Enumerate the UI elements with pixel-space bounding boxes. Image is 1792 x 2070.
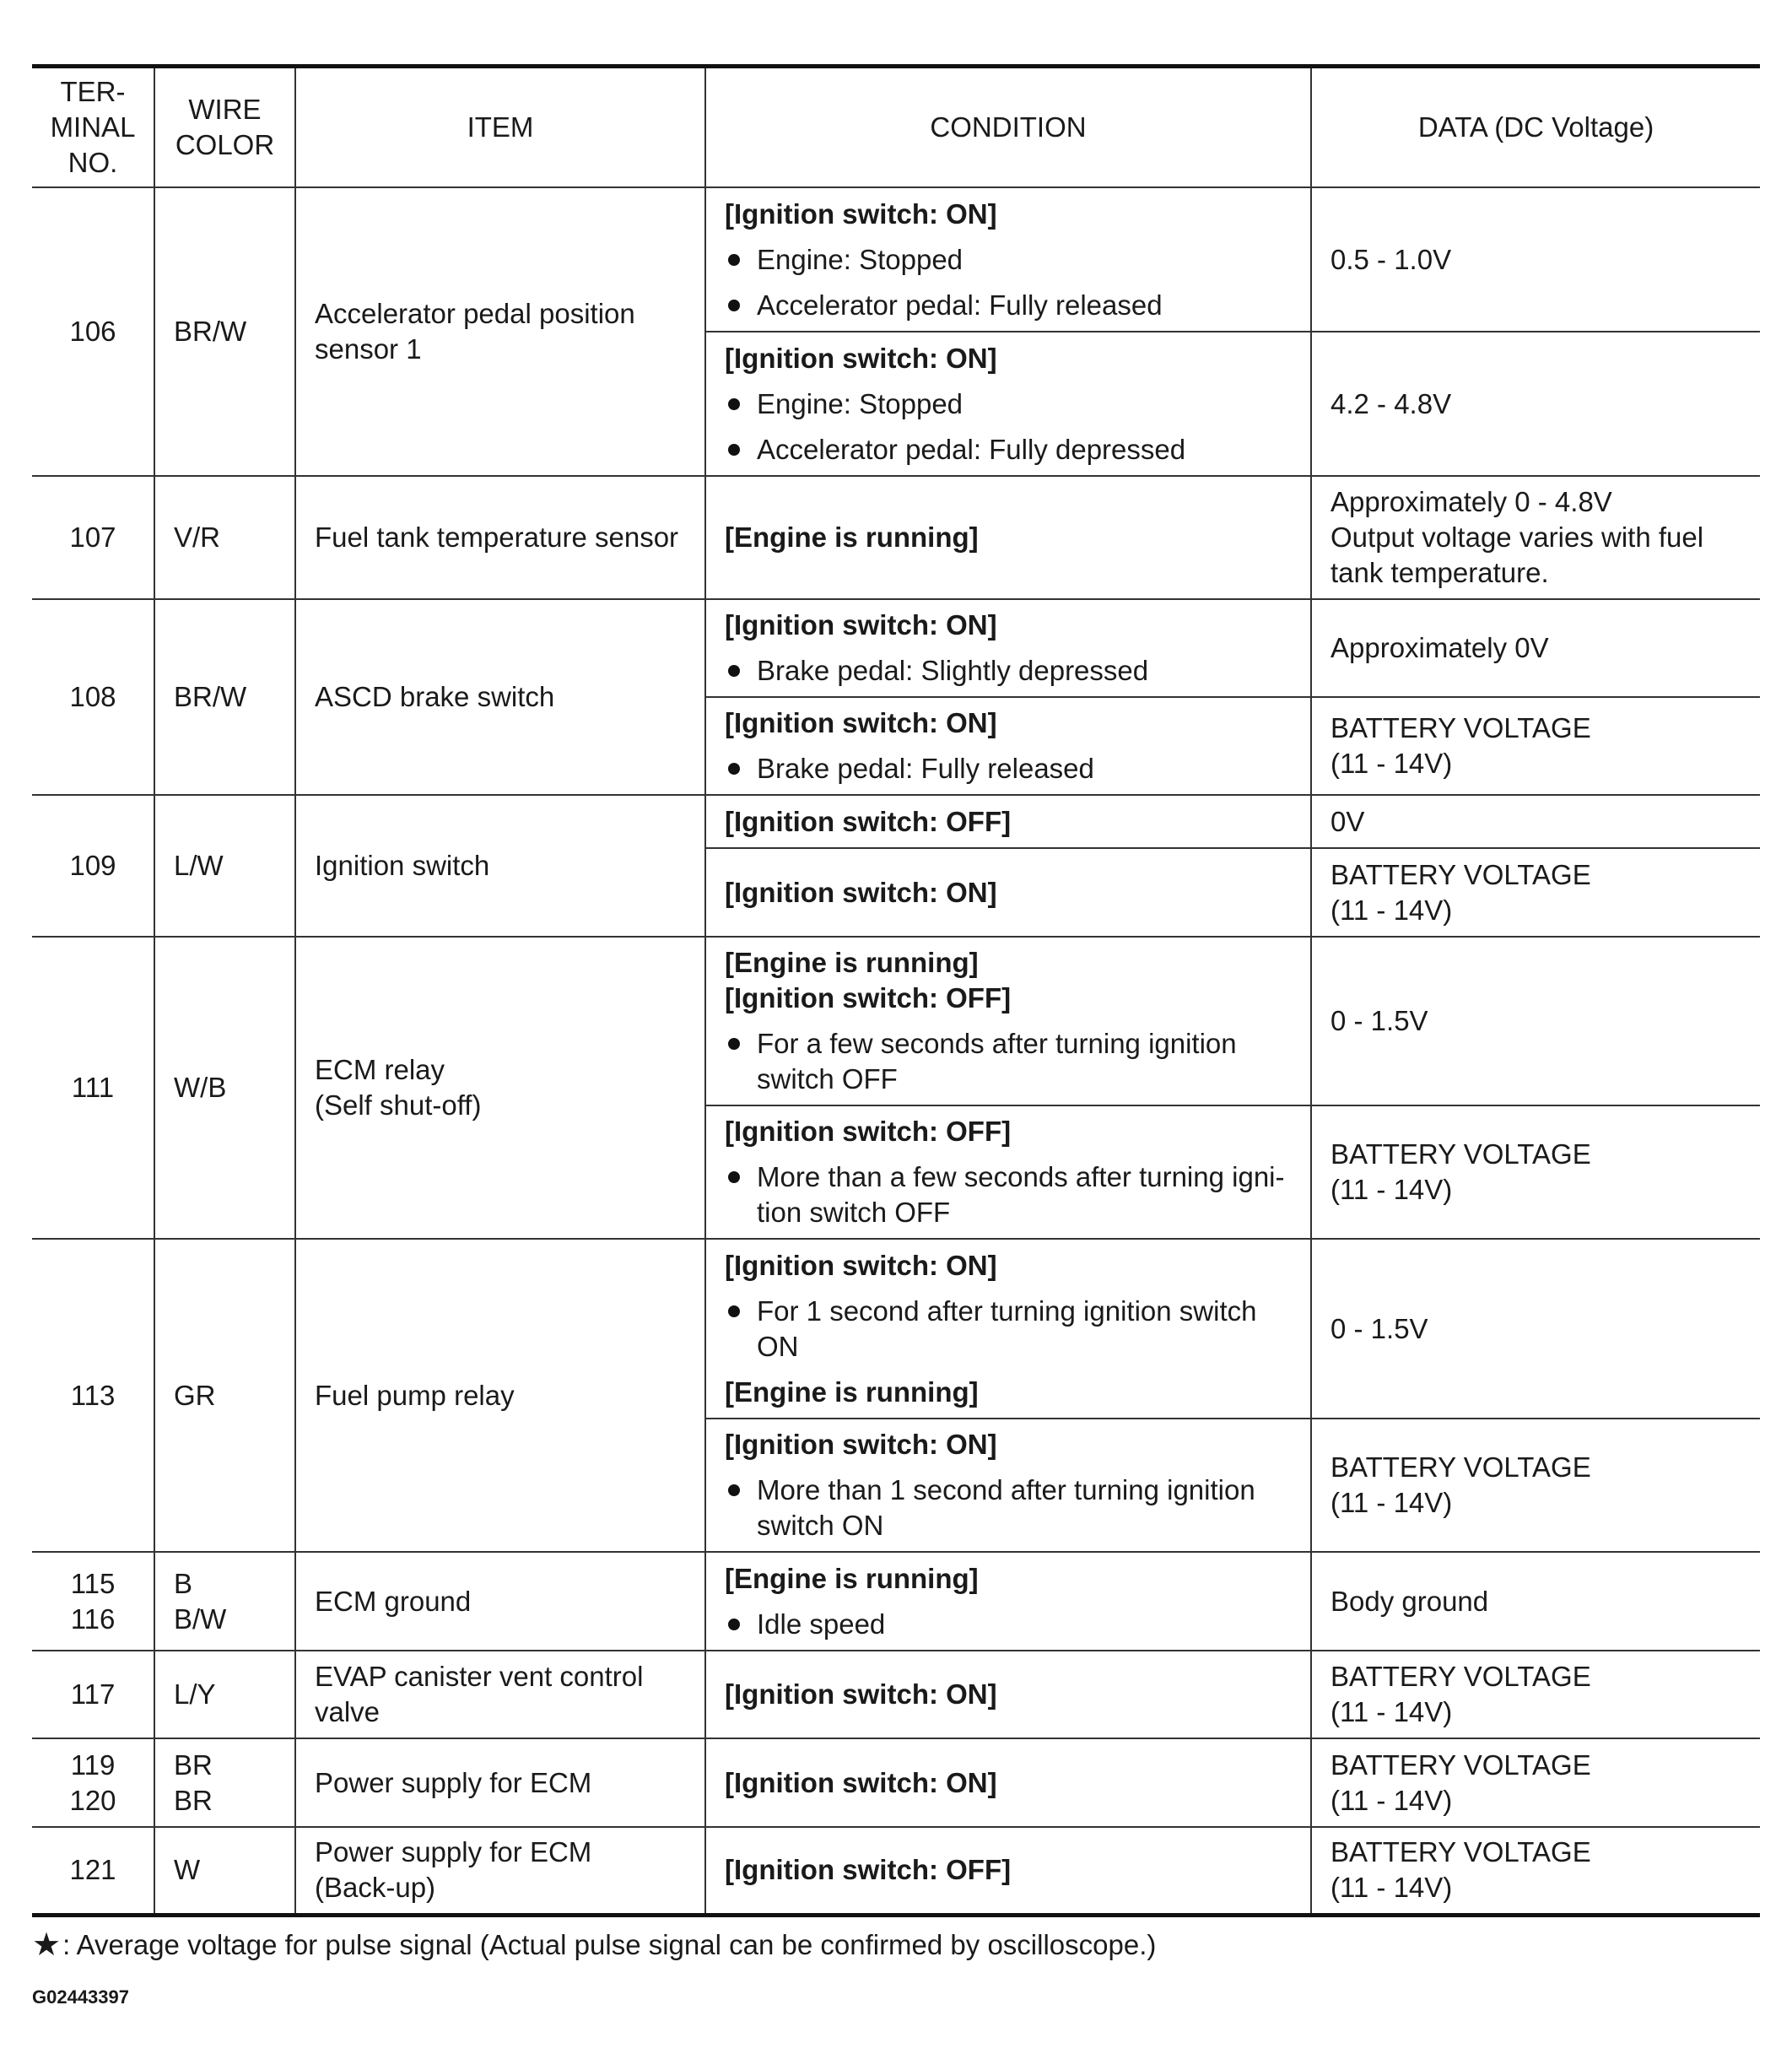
data-cell: 0 - 1.5V [1311,937,1760,1105]
item-cell: Accelerator pedal position sensor 1 [295,187,705,476]
table-row [32,1651,1760,1738]
item-cell: ASCD brake switch [295,599,705,795]
wire-color: BR BR [154,1738,295,1827]
terminal-number: 117 [32,1651,154,1738]
condition-cell [705,697,1311,795]
data-cell: 4.2 - 4.8V [1311,332,1760,476]
table-row [32,1827,1760,1915]
terminal-number: 106 [32,187,154,476]
condition-heading: [Ignition switch: ON] [725,876,997,908]
header-wire-color: WIRE COLOR [154,67,295,188]
condition-bullet [725,386,1292,422]
condition-heading: [Ignition switch: ON] [725,1429,997,1460]
bullet-text: Accelerator pedal: Fully released [757,289,1163,321]
bullet-icon [728,1038,740,1050]
bullet-icon [728,1619,740,1630]
condition-cell [705,1552,1311,1651]
wire-color: GR [154,1239,295,1552]
table-row [32,1239,1760,1419]
table-row [32,476,1760,599]
condition-cell [705,1239,1311,1419]
item-cell: Power supply for ECM (Back-up) [295,1827,705,1915]
bullet-text: More than 1 second after turning ignition switch ON [757,1474,1255,1541]
bullet-icon [728,1171,740,1183]
condition-cell [705,332,1311,476]
condition-heading: [Engine is running] [Ignition switch: OFF] [725,947,1012,1013]
bullet-text: For 1 second after turning ignition switch ON [757,1294,1257,1362]
table-row [32,187,1760,332]
terminal-number: 115 116 [32,1552,154,1651]
data-cell: 0.5 - 1.0V [1311,187,1760,332]
condition-cell [705,476,1311,599]
data-cell: BATTERY VOLTAGE (11 - 14V) [1311,1827,1760,1915]
condition-bullet [725,432,1292,468]
condition-heading: [Ignition switch: ON] [725,707,997,738]
bullet-icon [728,300,740,311]
data-cell: 0V [1311,795,1760,848]
data-cell: BATTERY VOLTAGE (11 - 14V) [1311,1105,1760,1239]
condition-heading: [Ignition switch: OFF] [725,1116,1012,1147]
condition-cell [705,1738,1311,1827]
figure-id: G02443397 [32,1986,129,2008]
wire-color: L/Y [154,1651,295,1738]
data-cell: BATTERY VOLTAGE (11 - 14V) [1311,1738,1760,1827]
condition-cell [705,1419,1311,1552]
condition-heading: [Ignition switch: ON] [725,609,997,640]
condition-bullet [725,1607,1292,1642]
bullet-icon [728,254,740,266]
terminal-number: 111 [32,937,154,1239]
data-cell: BATTERY VOLTAGE (11 - 14V) [1311,1651,1760,1738]
condition-cell [705,937,1311,1105]
footnote-text: : Average voltage for pulse signal (Actual pulse signal can be confirmed by oscilloscope.) [62,1928,1157,1960]
condition-cell [705,1827,1311,1915]
condition-heading: [Ignition switch: ON] [725,197,997,230]
terminal-number: 109 [32,795,154,937]
wire-color: B B/W [154,1552,295,1651]
header-terminal: TER- MINAL NO. [32,67,154,188]
data-cell: Body ground [1311,1552,1760,1651]
condition-heading: [Ignition switch: ON] [725,1249,997,1281]
terminal-number: 119 120 [32,1738,154,1827]
star-icon: ★ [32,1927,62,1963]
condition-cell [705,848,1311,937]
bullet-text: For a few seconds after turning ignition switch OFF [757,1028,1237,1094]
item-cell: ECM ground [295,1552,705,1651]
item-cell: Fuel pump relay [295,1239,705,1552]
condition-heading: [Engine is running] [725,522,979,553]
table-header-row [32,67,1760,188]
data-cell: Approximately 0V [1311,599,1760,697]
condition-heading: [Engine is running] [725,1562,979,1594]
wire-color: L/W [154,795,295,937]
bullet-text: Engine: Stopped [757,243,963,275]
bullet-icon [728,444,740,456]
condition-cell [705,1651,1311,1738]
bullet-icon [728,763,740,775]
condition-bullet [725,288,1292,323]
terminal-number: 107 [32,476,154,599]
condition-bullet [725,1159,1292,1230]
wire-color: W [154,1827,295,1915]
terminal-number: 113 [32,1239,154,1552]
item-cell: Ignition switch [295,795,705,937]
wire-color: W/B [154,937,295,1239]
bullet-icon [728,398,740,410]
terminal-number: 108 [32,599,154,795]
header-item: ITEM [295,67,705,188]
data-cell: BATTERY VOLTAGE (11 - 14V) [1311,1419,1760,1552]
item-cell: ECM relay (Self shut-off) [295,937,705,1239]
condition-bullet [725,1473,1292,1543]
bullet-text: Brake pedal: Fully released [757,753,1094,784]
condition-heading: [Ignition switch: OFF] [725,805,1012,837]
condition-heading: [Ignition switch: ON] [725,1766,997,1798]
bullet-text: Accelerator pedal: Fully depressed [757,433,1186,465]
condition-bullet [725,653,1292,689]
data-cell: BATTERY VOLTAGE (11 - 14V) [1311,697,1760,795]
wire-color: BR/W [154,599,295,795]
footnote [32,1929,1760,1961]
terminal-table-sheet [32,64,1760,2008]
bullet-text: Idle speed [757,1608,886,1640]
data-cell: BATTERY VOLTAGE (11 - 14V) [1311,848,1760,937]
table-row [32,1738,1760,1827]
table-row [32,795,1760,848]
item-cell: EVAP canister vent control valve [295,1651,705,1738]
data-cell: 0 - 1.5V [1311,1239,1760,1419]
bullet-icon [728,1305,740,1317]
condition-cell [705,599,1311,697]
condition-bullet [725,1026,1292,1097]
condition-heading: [Ignition switch: ON] [725,1678,997,1710]
bullet-icon [728,665,740,677]
ecm-terminal-table [32,64,1760,1917]
header-condition: CONDITION [705,67,1311,188]
condition-heading: [Ignition switch: OFF] [725,1854,1012,1886]
wire-color: V/R [154,476,295,599]
item-cell: Fuel tank temperature sensor [295,476,705,599]
table-row [32,937,1760,1105]
condition-heading: [Ignition switch: ON] [725,342,997,374]
header-data: DATA (DC Voltage) [1311,67,1760,188]
condition-bullet [725,1294,1292,1365]
data-cell: Approximately 0 - 4.8V Output voltage varies with fuel tank temperature. [1311,476,1760,599]
bullet-text: More than a few seconds after turning igni- tion switch OFF [757,1161,1285,1228]
condition-bullet [725,751,1292,786]
terminal-number: 121 [32,1827,154,1915]
bullet-icon [728,1484,740,1496]
condition-heading: [Engine is running] [725,1375,979,1408]
condition-bullet [725,242,1292,278]
condition-cell [705,795,1311,848]
condition-cell [705,187,1311,332]
table-row [32,599,1760,697]
bullet-text: Engine: Stopped [757,387,963,419]
table-row [32,1552,1760,1651]
bullet-text: Brake pedal: Slightly depressed [757,655,1149,686]
item-cell: Power supply for ECM [295,1738,705,1827]
condition-cell [705,1105,1311,1239]
wire-color: BR/W [154,187,295,476]
